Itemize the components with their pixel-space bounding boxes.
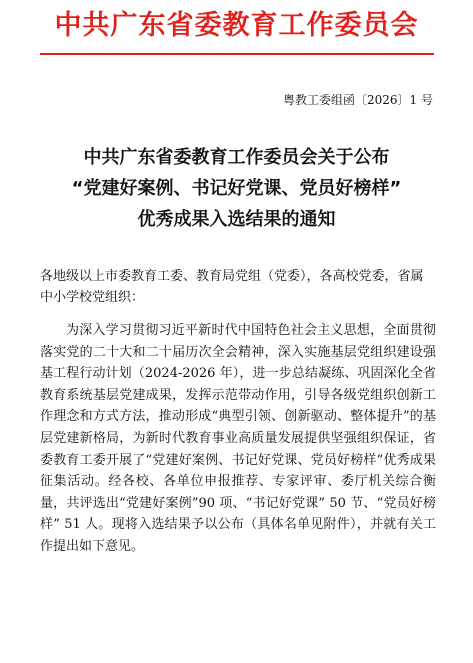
document-number: 粤教工委组函〔2026〕1 号 [283,93,433,107]
addressee-paragraph: 各地级以上市委教育工委、教育局党组（党委），各高校党委，省属中小学校党组织： [40,269,424,305]
notice-title-line: 中共广东省委教育工作委员会关于公布 [83,147,390,168]
issuing-organization-header: 中共广东省委教育工作委员会 [54,10,419,41]
notice-title-line: 优秀成果入选结果的通知 [137,209,336,230]
red-header-divider [40,53,434,55]
notice-title-line: “党建好案例、书记好党课、党员好榜样” [71,178,402,199]
notice-title [0,142,473,235]
body-paragraph: 为深入学习贯彻习近平新时代中国特色社会主义思想，全面贯彻落实党的二十大和二十届历次全会精神，深入实施基层党组织建设强基工程行动计划（2024-2026 年），进一步总结凝练、巩固深化全省教育系统基层党建成果，发挥示范带动作用，引导各级党组织创新工作理念和方式方法，推动形成“典型引领、创新驱动、整体提升”的基层党建新格局，为新时代教育事业高质量发展提供坚强组织保证，省委教育工委开展了“党建好案例、书记好党课、党员好榜样”优秀成果征集活动。经各校、各单位申报推荐、专家评审、委厅机关综合衡量，共评选出“党建好案例”90 项、“书记好党课” 50 节、“党员好榜样” 51 人。现将入选结果予以公布（具体名单见附件），并就有关工作提出如下意见。 [40,323,436,554]
